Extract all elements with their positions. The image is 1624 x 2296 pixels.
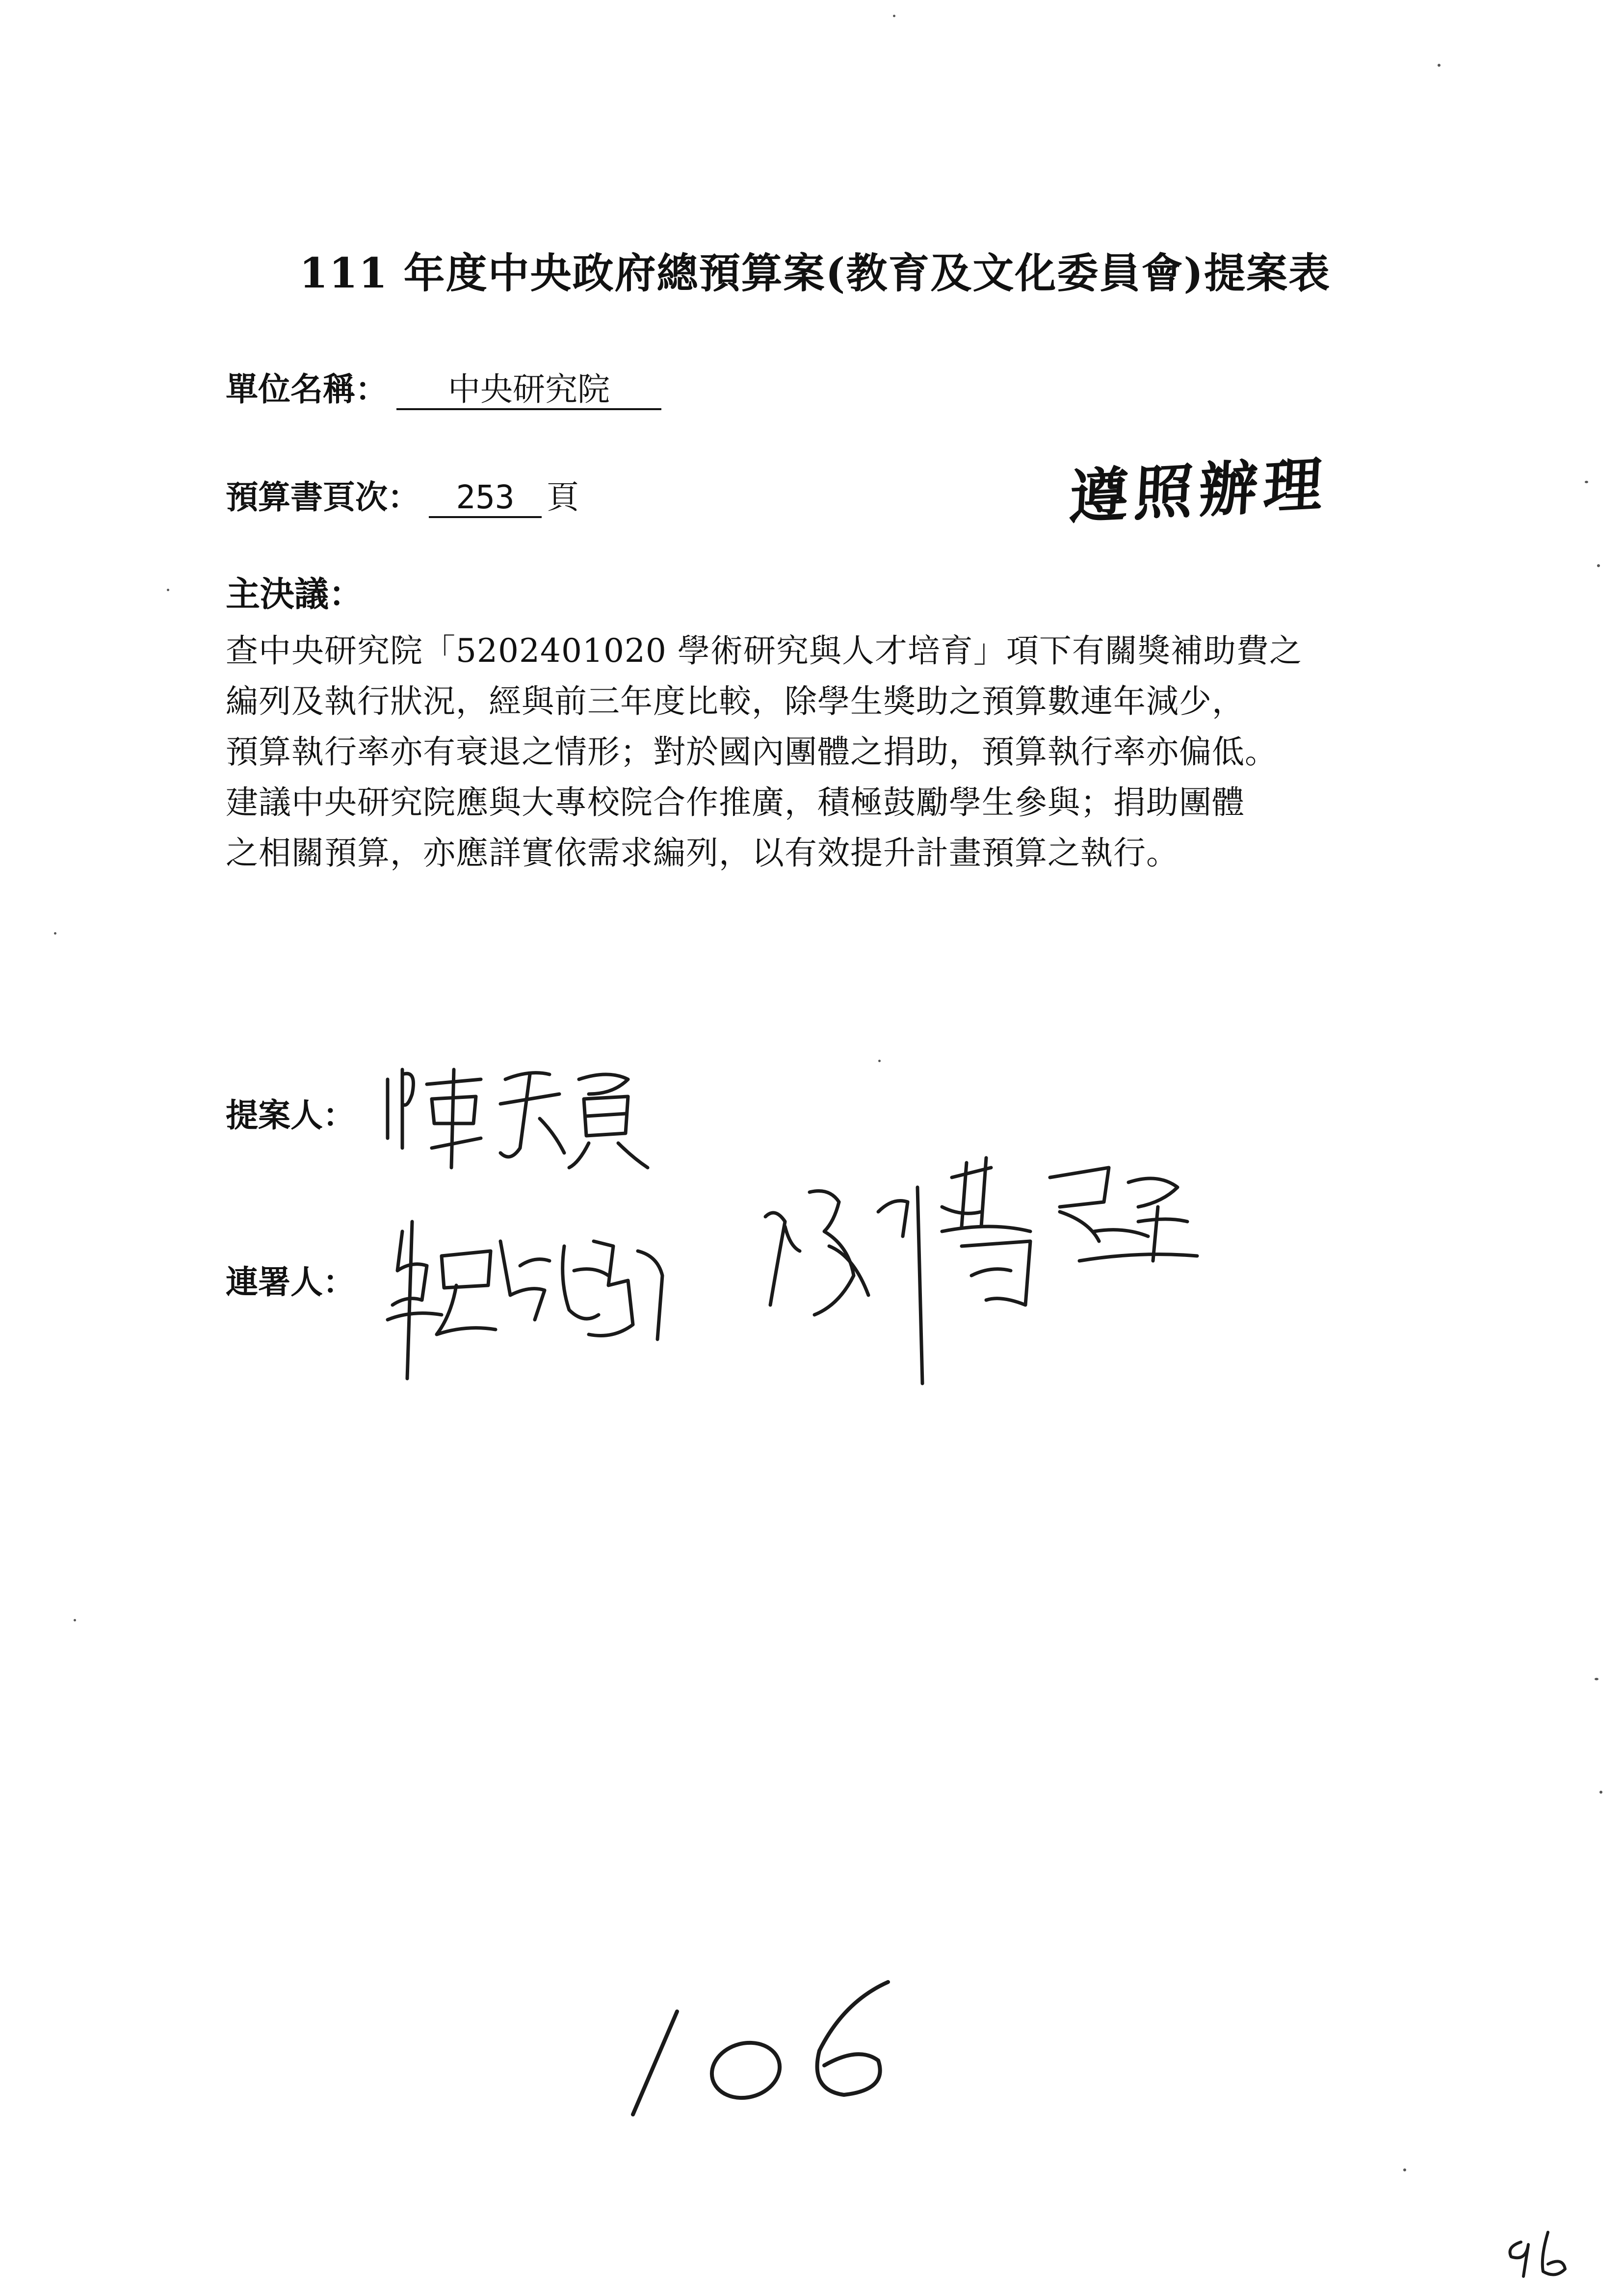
budget-page-label: 預算書頁次	[226, 478, 388, 516]
handwritten-number	[613, 1972, 917, 2119]
approval-stamp: 遵照辦理	[1068, 450, 1330, 533]
handwritten-number-drawing	[613, 1972, 917, 2119]
page-number-drawing	[1501, 2227, 1580, 2281]
unit-name-field	[226, 363, 661, 410]
budget-page-field	[226, 471, 579, 518]
proposer-label: 提案人：	[226, 1096, 355, 1134]
main-decision-body	[226, 626, 1433, 878]
unit-name-value: 中央研究院	[396, 371, 661, 410]
decision-line: 查中央研究院「5202401020 學術研究與人才培育」項下有關獎補助費之	[226, 632, 1302, 670]
decision-line: 編列及執行狀況，經與前三年度比較，除學生獎助之預算數連年減少，	[226, 682, 1245, 720]
cosigner-signature-2	[756, 1148, 1246, 1403]
decision-line: 建議中央研究院應與大專校院合作推廣，積極鼓勵學生參與；捐助團體	[226, 783, 1245, 821]
cosigner-signature-1	[383, 1212, 687, 1388]
budget-page-colon: ：	[388, 478, 420, 516]
decision-line: 預算執行率亦有衰退之情形；對於國內團體之捐助，預算執行率亦偏低。	[226, 733, 1278, 771]
document-title: 111 年度中央政府總預算案(教育及文化委員會)提案表	[299, 249, 1331, 297]
budget-page-value: 253	[429, 479, 542, 518]
unit-name-label: 單位名稱	[226, 370, 355, 408]
budget-page-suffix: 頁	[547, 478, 579, 516]
page-number	[1501, 2227, 1580, 2281]
cosigner-label: 連署人：	[226, 1263, 355, 1301]
unit-name-colon: ：	[355, 370, 388, 408]
proposer-signature	[383, 1050, 657, 1177]
main-decision-heading: 主決議：	[226, 574, 363, 614]
decision-line: 之相關預算，亦應詳實依需求編列，以有效提升計畫預算之執行。	[226, 834, 1179, 872]
